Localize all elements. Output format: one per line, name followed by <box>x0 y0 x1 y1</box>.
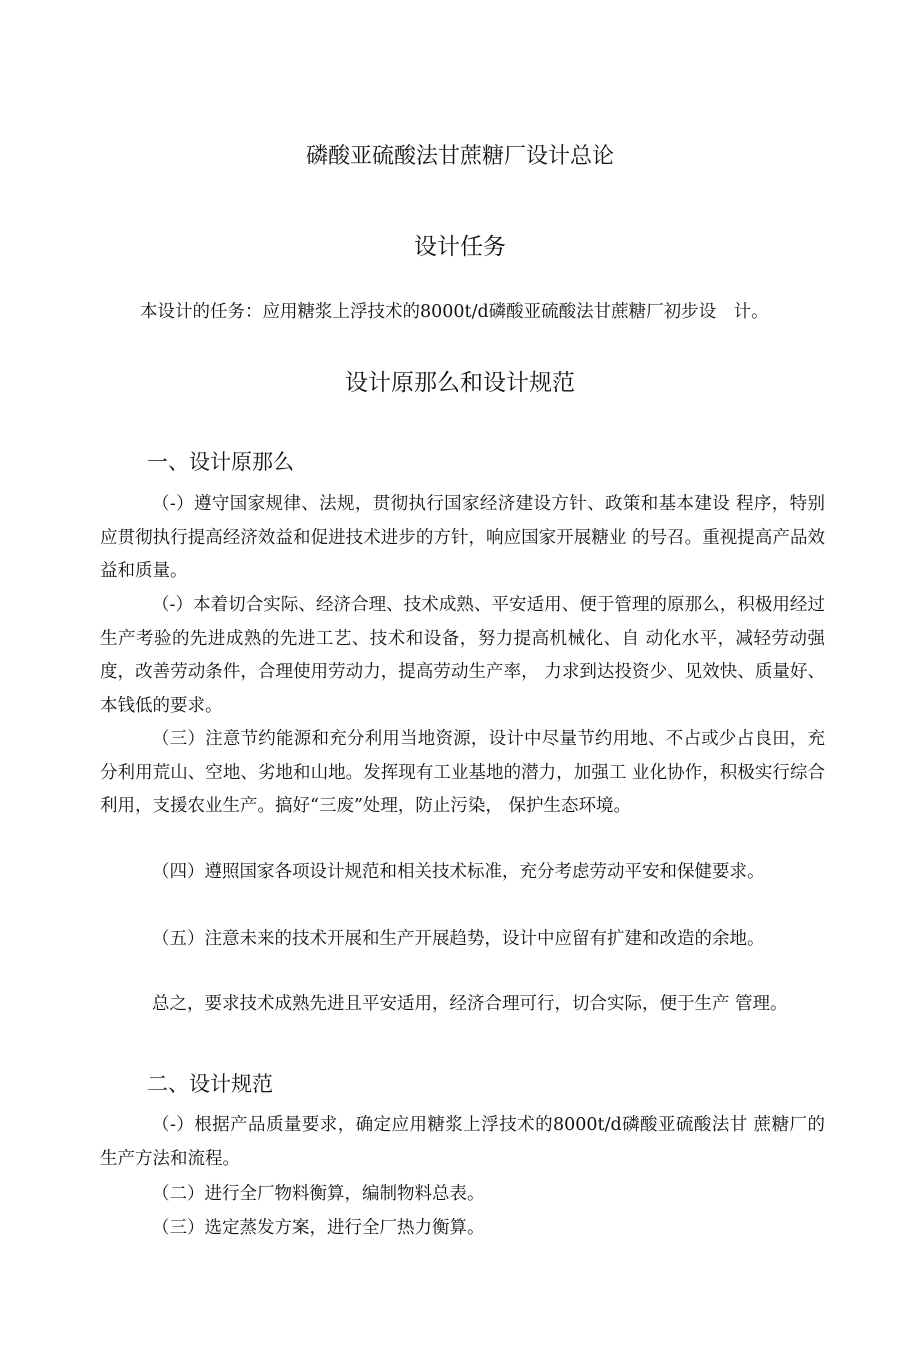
section1-paragraph-1: （-）遵守国家规律、法规，贯彻执行国家经济建设方针、政策和基本建设 程序，特别应贯彻执行提高经济效益和促进技术进步的方针，响应国家开展糖业 的号召。重视提高产品效益和质量。 <box>100 494 825 581</box>
document-title: 磷酸亚硫酸法甘蔗糖厂设计总论 <box>305 144 614 169</box>
section1-paragraph-6: 总之，要求技术成熟先进且平安适用，经济合理可行，切合实际，便于生产 管理。 <box>152 994 788 1014</box>
section1-paragraph-3: （三）注意节约能源和充分利用当地资源，设计中尽量节约用地、不占或少占良田，充分利用荒山、空地、劣地和山地。发挥现有工业基地的潜力，加强工 业化协作，积极实行综合利用，支援农业生产。搞好“三废”处理，防止污染， 保护生态环境。 <box>100 729 825 816</box>
section2-heading: 二、设计规范 <box>147 1072 273 1096</box>
section1-paragraph-5: （五）注意未来的技术开展和生产开展趋势，设计中应留有扩建和改造的余地。 <box>152 929 765 949</box>
section2-paragraph-1: （-）根据产品质量要求，确定应用糖浆上浮技术的8000t/d磷酸亚硫酸法甘 蔗糖厂的生产方法和流程。 <box>100 1115 825 1169</box>
section1-paragraph-4: （四）遵照国家各项设计规范和相关技术标准，充分考虑劳动平安和保健要求。 <box>152 862 765 882</box>
section2-paragraph-2: （二）进行全厂物料衡算，编制物料总表。 <box>152 1184 485 1204</box>
principles-heading: 设计原那么和设计规范 <box>345 370 575 396</box>
task-heading: 设计任务 <box>414 234 506 260</box>
section1-paragraph-2: （-）本着切合实际、经济合理、技术成熟、平安适用、便于管理的原那么，积极用经过生产考验的先进成熟的先进工艺、技术和设备，努力提高机械化、自 动化水平，减轻劳动强度，改善劳动条件，合理使用劳动力，提高劳动生产率， 力求到达投资少、见效快、质量好、本钱低的要求。 <box>100 595 825 716</box>
section1-heading: 一、设计原那么 <box>147 450 294 474</box>
section2-paragraph-3: （三）选定蒸发方案，进行全厂热力衡算。 <box>152 1218 485 1238</box>
task-text: 本设计的任务：应用糖浆上浮技术的8000t/d磷酸亚硫酸法甘蔗糖厂初步设 计。 <box>140 302 769 322</box>
